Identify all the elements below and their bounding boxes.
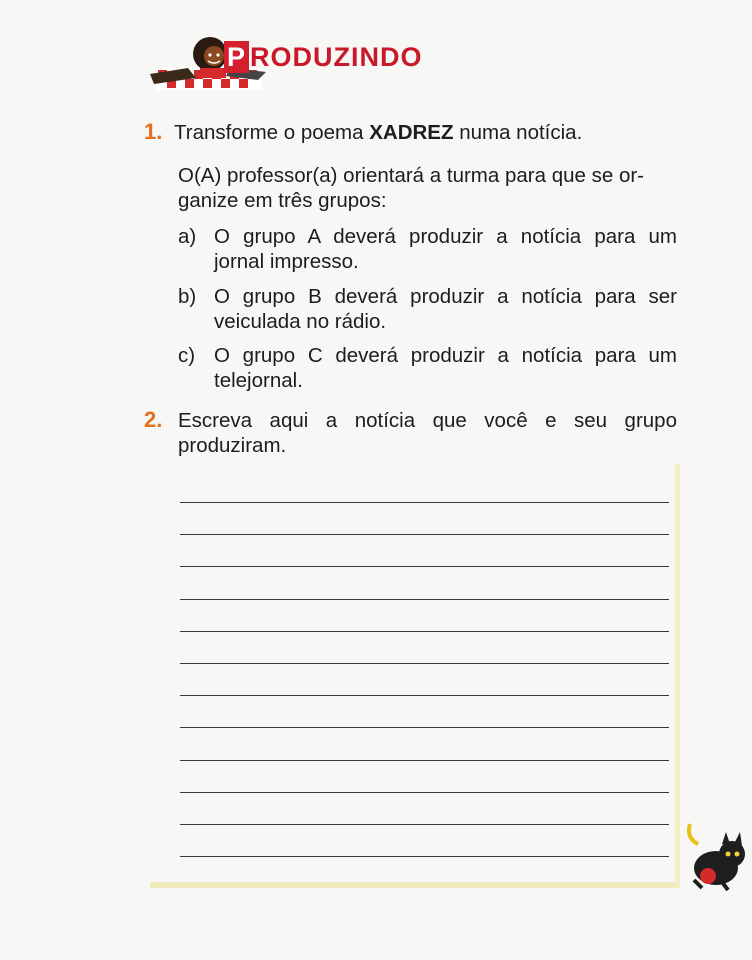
question-2-prompt <box>178 408 677 458</box>
section-title-rest: RODUZINDO <box>250 42 423 72</box>
writing-line[interactable] <box>180 534 669 535</box>
item-c-text <box>214 343 677 393</box>
poem-title: XADREZ <box>369 121 454 144</box>
item-a-line1: O grupo A deverá produzir a notícia para um <box>214 225 677 248</box>
item-a-line2: jornal impresso. <box>214 250 359 273</box>
writing-line[interactable] <box>180 824 669 825</box>
question-1-prompt-start: Transforme o poema <box>174 121 370 144</box>
item-a-marker: a) <box>178 225 197 248</box>
item-c-line2: telejornal. <box>214 369 303 392</box>
writing-line[interactable] <box>180 631 669 632</box>
section-header <box>148 34 448 94</box>
question-1-prompt <box>174 120 582 145</box>
item-b-marker: b) <box>178 285 197 308</box>
writing-line[interactable] <box>180 856 669 857</box>
question-1-intro-line1: O(A) professor(a) orientará a turma para que se or- <box>178 164 644 187</box>
item-a-text <box>214 224 677 274</box>
writing-line[interactable] <box>180 695 669 696</box>
question-2-line1: Escreva aqui a notícia que você e seu grupo <box>178 409 677 432</box>
writing-line[interactable] <box>180 502 669 503</box>
cat-illustration <box>682 818 750 894</box>
question-1-prompt-end: numa notícia. <box>453 121 583 144</box>
question-1-intro <box>178 163 678 213</box>
section-title <box>224 40 423 74</box>
section-title-initial: P <box>224 41 249 73</box>
item-b-line2: veiculada no rádio. <box>214 310 387 333</box>
item-c-marker: c) <box>178 344 196 367</box>
writing-line[interactable] <box>180 727 669 728</box>
item-b-line1: O grupo B deverá produzir a notícia para ser <box>214 285 677 308</box>
writing-line[interactable] <box>180 792 669 793</box>
question-2-line2: produziram. <box>178 434 287 457</box>
item-c-line1: O grupo C deverá produzir a notícia para um <box>214 344 677 367</box>
writing-line[interactable] <box>180 599 669 600</box>
writing-line[interactable] <box>180 566 669 567</box>
writing-line[interactable] <box>180 663 669 664</box>
writing-line[interactable] <box>180 760 669 761</box>
question-1-intro-line2: ganize em três grupos: <box>178 189 387 212</box>
question-2-number: 2. <box>144 407 163 432</box>
question-1-number: 1. <box>144 119 163 144</box>
item-b-text <box>214 284 677 334</box>
